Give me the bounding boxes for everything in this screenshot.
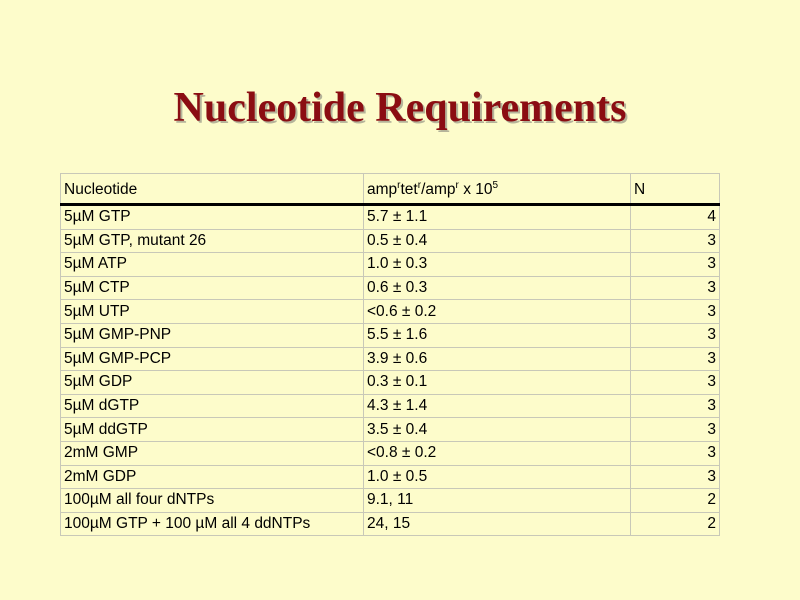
cell-n: 2	[631, 512, 720, 536]
header-ratio-part4: x 10	[458, 181, 493, 198]
slide-title: Nucleotide Requirements	[173, 85, 627, 131]
cell-value: 0.6 ± 0.3	[364, 276, 631, 300]
cell-n: 3	[631, 418, 720, 442]
cell-value: <0.6 ± 0.2	[364, 300, 631, 324]
cell-n: 3	[631, 394, 720, 418]
cell-value: 5.5 ± 1.6	[364, 323, 631, 347]
cell-nucleotide: 5µM dGTP	[61, 394, 364, 418]
cell-value: <0.8 ± 0.2	[364, 441, 631, 465]
table-row	[61, 300, 720, 324]
header-nucleotide: Nucleotide	[61, 174, 364, 205]
cell-value: 3.5 ± 0.4	[364, 418, 631, 442]
cell-nucleotide: 100µM GTP + 100 µM all 4 ddNTPs	[61, 512, 364, 536]
table-row	[61, 394, 720, 418]
header-ratio	[364, 174, 631, 205]
cell-value: 9.1, 11	[364, 489, 631, 513]
cell-n: 3	[631, 347, 720, 371]
cell-value: 0.3 ± 0.1	[364, 371, 631, 395]
table-row	[61, 347, 720, 371]
cell-nucleotide: 5µM GDP	[61, 371, 364, 395]
header-ratio-part2: tet	[400, 181, 418, 198]
cell-nucleotide: 5µM UTP	[61, 300, 364, 324]
cell-value: 0.5 ± 0.4	[364, 229, 631, 253]
cell-value: 1.0 ± 0.3	[364, 253, 631, 277]
cell-nucleotide: 2mM GDP	[61, 465, 364, 489]
table-row	[61, 465, 720, 489]
header-ratio-part1: amp	[367, 181, 398, 198]
cell-n: 3	[631, 253, 720, 277]
cell-nucleotide: 5µM GTP, mutant 26	[61, 229, 364, 253]
nucleotide-table	[60, 173, 720, 536]
header-ratio-sup2: r	[417, 180, 422, 191]
cell-nucleotide: 5µM ATP	[61, 253, 364, 277]
cell-nucleotide: 5µM CTP	[61, 276, 364, 300]
cell-nucleotide: 5µM GMP-PCP	[61, 347, 364, 371]
table-row	[61, 323, 720, 347]
table-header-row	[61, 174, 720, 205]
table-row	[61, 205, 720, 230]
cell-nucleotide: 100µM all four dNTPs	[61, 489, 364, 513]
cell-value: 1.0 ± 0.5	[364, 465, 631, 489]
cell-n: 3	[631, 300, 720, 324]
cell-nucleotide: 5µM GMP-PNP	[61, 323, 364, 347]
cell-n: 3	[631, 441, 720, 465]
table-row	[61, 489, 720, 513]
cell-nucleotide: 5µM GTP	[61, 205, 364, 230]
table-row	[61, 371, 720, 395]
table-row	[61, 276, 720, 300]
cell-value: 24, 15	[364, 512, 631, 536]
cell-value: 5.7 ± 1.1	[364, 205, 631, 230]
header-ratio-sup3: r	[455, 180, 459, 191]
cell-value: 4.3 ± 1.4	[364, 394, 631, 418]
table-row	[61, 441, 720, 465]
table-row	[61, 229, 720, 253]
cell-n: 3	[631, 229, 720, 253]
header-n: N	[631, 174, 720, 205]
table-body	[61, 205, 720, 536]
cell-n: 3	[631, 371, 720, 395]
table-row	[61, 253, 720, 277]
cell-n: 2	[631, 489, 720, 513]
table-row	[61, 418, 720, 442]
nucleotide-table-container	[60, 173, 719, 536]
cell-nucleotide: 2mM GMP	[61, 441, 364, 465]
table-row	[61, 512, 720, 536]
cell-n: 3	[631, 276, 720, 300]
cell-value: 3.9 ± 0.6	[364, 347, 631, 371]
header-ratio-sup1: r	[397, 180, 401, 191]
cell-n: 3	[631, 465, 720, 489]
cell-n: 4	[631, 205, 720, 230]
header-ratio-sup4: 5	[492, 180, 499, 191]
cell-nucleotide: 5µM ddGTP	[61, 418, 364, 442]
cell-n: 3	[631, 323, 720, 347]
header-ratio-part3: /amp	[421, 181, 456, 198]
